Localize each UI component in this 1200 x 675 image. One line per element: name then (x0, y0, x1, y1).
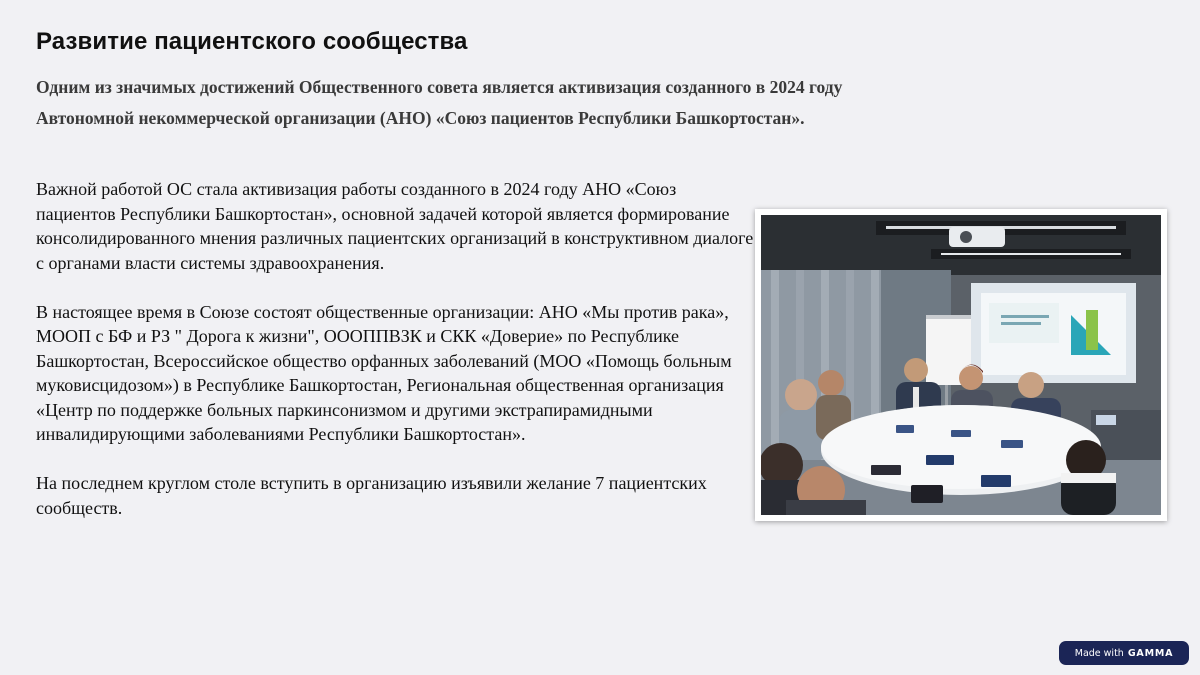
made-with-gamma-badge[interactable] (1059, 641, 1189, 665)
subtitle-line: Автономной некоммерческой организации (АНО) «Союз пациентов Республики Башкортостан». (36, 108, 805, 128)
made-with-label: Made with (1074, 647, 1124, 659)
body-text (36, 177, 756, 545)
paragraph-activity: Важной работой ОС стала активизация работы созданного в 2024 году АНО «Союз пациентов Республики Башкортостан», основной задачей которой является формирование консолидированного мнения различных пациентских организаций в конструктивном диалоге с органами власти системы здравоохранения. (36, 179, 754, 273)
meeting-photo (755, 209, 1167, 521)
meeting-photo-illustration (761, 215, 1161, 515)
slide-subtitle (36, 72, 1136, 134)
paragraph-round-table: На последнем круглом столе вступить в организацию изъявили желание 7 пациентских сообществ. (36, 473, 707, 518)
subtitle-line: Одним из значимых достижений Общественного совета является активизация созданного в 2024 году (36, 77, 843, 97)
slide-title: Развитие пациентского сообщества (36, 28, 468, 55)
gamma-logo: GAMMA (1127, 647, 1174, 659)
paragraph-members: В настоящее время в Союзе состоят общественные организации: АНО «Мы против рака», МООП с БФ и РЗ " Дорога к жизни", ОООППВЗК и СКК «Доверие» по Республике Башкортостан, Всероссийское общество орфанных заболеваний (МОО «Помощь больным муковисцидозом») в Республике Башкортостан, Региональная общественная организация «Центр по поддержке больных паркинсонизмом и другими экстрапирамидными инвалидирующими заболеваниями Республики Башкортостан». (36, 301, 732, 444)
